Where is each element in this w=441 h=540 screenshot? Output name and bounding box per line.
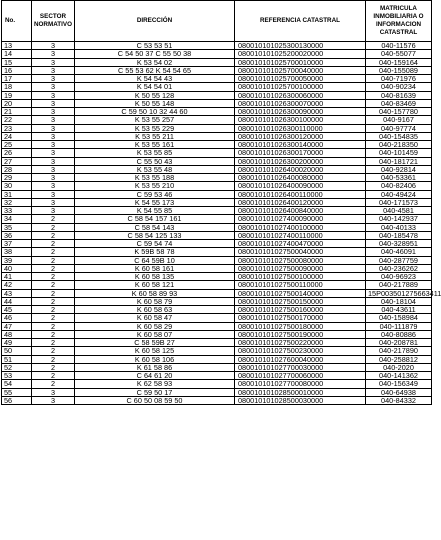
table-row	[2, 198, 432, 206]
row-number: 43	[2, 289, 32, 297]
direccion-cell: C 59 50 10 32 44 60	[75, 108, 235, 116]
direccion-cell: K 53 55 210	[75, 182, 235, 190]
direccion-cell: C 59 53 46	[75, 190, 235, 198]
row-number: 45	[2, 306, 32, 314]
table-row	[2, 372, 432, 380]
referencia-cell: 080010101027500220000	[235, 339, 366, 347]
matricula-cell: 040-217890	[366, 347, 432, 355]
referencia-cell: 080010101027500040000	[235, 248, 366, 256]
row-number: 24	[2, 132, 32, 140]
referencia-cell: 080010101026300170000	[235, 149, 366, 157]
sector-cell: 2	[32, 347, 75, 355]
direccion-cell: C 58 59B 27	[75, 339, 235, 347]
row-number: 30	[2, 182, 32, 190]
sector-cell: 3	[32, 207, 75, 215]
table-row	[2, 190, 432, 198]
table-row	[2, 99, 432, 107]
row-number: 15	[2, 58, 32, 66]
direccion-cell: C 53 53 51	[75, 42, 235, 50]
table-row	[2, 149, 432, 157]
row-number: 36	[2, 231, 32, 239]
direccion-cell: K 60 58 79	[75, 297, 235, 305]
matricula-cell: 040-11576	[366, 42, 432, 50]
row-number: 14	[2, 50, 32, 58]
row-number: 55	[2, 388, 32, 396]
table-row	[2, 363, 432, 371]
direccion-cell: C 54 50 37 C 55 50 38	[75, 50, 235, 58]
sector-cell: 2	[32, 281, 75, 289]
catastral-table	[1, 0, 441, 405]
referencia-cell: 080010101026300060000	[235, 91, 366, 99]
direccion-cell: C 64 59B 10	[75, 256, 235, 264]
row-number: 32	[2, 198, 32, 206]
direccion-cell: C 55 50 43	[75, 157, 235, 165]
matricula-cell: 040-82406	[366, 182, 432, 190]
sector-cell: 2	[32, 248, 75, 256]
row-number: 41	[2, 273, 32, 281]
sector-cell: 3	[32, 396, 75, 404]
table-row	[2, 83, 432, 91]
table-body	[2, 41, 441, 405]
direccion-cell: K 53 55 229	[75, 124, 235, 132]
table-row	[2, 223, 432, 231]
matricula-cell: 040-55077	[366, 50, 432, 58]
sector-cell: 3	[32, 132, 75, 140]
direccion-cell: K 53 55 48	[75, 165, 235, 173]
sector-cell: 2	[32, 314, 75, 322]
sector-cell: 2	[32, 215, 75, 223]
matricula-cell: 040-84332	[366, 396, 432, 404]
sector-cell: 3	[32, 174, 75, 182]
referencia-cell: 080010101025200020000	[235, 50, 366, 58]
referencia-cell: 080010101027500100000	[235, 273, 366, 281]
direccion-cell: K 53 55 257	[75, 116, 235, 124]
row-number: 13	[2, 42, 32, 50]
direccion-cell: K 62 58 93	[75, 380, 235, 388]
sector-cell: 2	[32, 330, 75, 338]
matricula-cell: 040-218350	[366, 141, 432, 149]
referencia-cell: 080010101027500080000	[235, 256, 366, 264]
direccion-cell: K 60 58 47	[75, 314, 235, 322]
sector-cell: 3	[32, 198, 75, 206]
referencia-cell: 080010101025700010000	[235, 58, 366, 66]
referencia-cell: 080010101027400470000	[235, 240, 366, 248]
row-number: 54	[2, 380, 32, 388]
table-row	[2, 231, 432, 239]
row-number: 16	[2, 66, 32, 74]
matricula-cell: 040-141362	[366, 372, 432, 380]
matricula-cell: 040-185478	[366, 231, 432, 239]
direccion-cell: K 54 55 173	[75, 198, 235, 206]
referencia-cell: 080010101027400090000	[235, 215, 366, 223]
matricula-cell: 040-46091	[366, 248, 432, 256]
direccion-cell: K 60 58 29	[75, 322, 235, 330]
table-row	[2, 297, 432, 305]
table-row	[2, 281, 432, 289]
referencia-cell: 080010101026300140000	[235, 141, 366, 149]
sector-cell: 3	[32, 99, 75, 107]
sector-cell: 2	[32, 372, 75, 380]
row-number: 52	[2, 363, 32, 371]
table-row	[2, 157, 432, 165]
row-number: 19	[2, 91, 32, 99]
matricula-cell: 040-157780	[366, 108, 432, 116]
direccion-cell: C 58 54 125 133	[75, 231, 235, 239]
direccion-cell: K 60 58 63	[75, 306, 235, 314]
row-number: 46	[2, 314, 32, 322]
row-number: 40	[2, 264, 32, 272]
sector-cell: 3	[32, 83, 75, 91]
sector-cell: 3	[32, 108, 75, 116]
matricula-cell: 040-155089	[366, 66, 432, 74]
matricula-cell: 040-4581	[366, 207, 432, 215]
table-row	[2, 91, 432, 99]
table-row	[2, 314, 432, 322]
referencia-cell: 080010101027500180000	[235, 322, 366, 330]
direccion-cell: K 60 58 125	[75, 347, 235, 355]
matricula-cell: 040-181721	[366, 157, 432, 165]
referencia-cell: 080010101027700030000	[235, 363, 366, 371]
direccion-cell: K 50 55 128	[75, 91, 235, 99]
sector-cell: 3	[32, 149, 75, 157]
sector-cell: 2	[32, 355, 75, 363]
referencia-cell: 080010101027700060000	[235, 372, 366, 380]
matricula-cell: 040-236262	[366, 264, 432, 272]
direccion-cell: K 53 54 02	[75, 58, 235, 66]
row-number: 53	[2, 372, 32, 380]
sector-cell: 2	[32, 306, 75, 314]
matricula-cell: 040-40133	[366, 223, 432, 231]
table-row	[2, 141, 432, 149]
direccion-cell: K 50 55 148	[75, 99, 235, 107]
row-number: 28	[2, 165, 32, 173]
table-header-row	[2, 1, 432, 42]
referencia-cell: 080010101027500230000	[235, 347, 366, 355]
row-number: 49	[2, 339, 32, 347]
direccion-cell: C 55 53 62 K 54 54 65	[75, 66, 235, 74]
row-number: 25	[2, 141, 32, 149]
row-number: 17	[2, 75, 32, 83]
referencia-cell: 080010101026300120000	[235, 132, 366, 140]
table-row	[2, 174, 432, 182]
referencia-cell: 080010101026400090000	[235, 182, 366, 190]
matricula-cell: 040-97774	[366, 124, 432, 132]
row-number: 29	[2, 174, 32, 182]
table-row	[2, 66, 432, 74]
row-number: 27	[2, 157, 32, 165]
referencia-cell: 080010101027400110000	[235, 231, 366, 239]
table-row	[2, 289, 432, 297]
referencia-cell: 080010101027500160000	[235, 306, 366, 314]
sector-cell: 3	[32, 190, 75, 198]
table-row	[2, 380, 432, 388]
table-row	[2, 58, 432, 66]
table-row	[2, 207, 432, 215]
sector-cell: 2	[32, 256, 75, 264]
direccion-cell: C 58 54 143	[75, 223, 235, 231]
row-number: 22	[2, 116, 32, 124]
sector-cell: 3	[32, 182, 75, 190]
referencia-cell: 080010101026300070000	[235, 99, 366, 107]
header-no: No.	[2, 1, 32, 42]
row-number: 51	[2, 355, 32, 363]
referencia-cell: 080010101026400080000	[235, 174, 366, 182]
matricula-cell: 040-92814	[366, 165, 432, 173]
referencia-cell: 080010101025700100000	[235, 83, 366, 91]
sector-cell: 3	[32, 157, 75, 165]
referencia-cell: 080010101027500150000	[235, 297, 366, 305]
direccion-cell: C 58 54 157 161	[75, 215, 235, 223]
row-number: 47	[2, 322, 32, 330]
referencia-cell: 080010101026400120000	[235, 198, 366, 206]
referencia-cell: 080010101026400110000	[235, 190, 366, 198]
sector-cell: 2	[32, 339, 75, 347]
matricula-cell: 040-258812	[366, 355, 432, 363]
matricula-cell: 040-154835	[366, 132, 432, 140]
matricula-cell: 040-208781	[366, 339, 432, 347]
table-row	[2, 322, 432, 330]
sector-cell: 3	[32, 42, 75, 50]
referencia-cell: 080010101028500030000	[235, 396, 366, 404]
referencia-cell: 080010101027500190000	[235, 330, 366, 338]
matricula-cell: 040-53361	[366, 174, 432, 182]
direccion-cell: K 60 58 121	[75, 281, 235, 289]
header-direccion: DIRECCIÓN	[75, 1, 235, 42]
sector-cell: 2	[32, 231, 75, 239]
matricula-cell: 040-287759	[366, 256, 432, 264]
referencia-cell: 080010101027700080000	[235, 380, 366, 388]
row-number: 38	[2, 248, 32, 256]
matricula-cell: 040-49424	[366, 190, 432, 198]
sector-cell: 2	[32, 322, 75, 330]
row-number: 56	[2, 396, 32, 404]
row-number: 23	[2, 124, 32, 132]
sector-cell: 3	[32, 124, 75, 132]
table-row	[2, 108, 432, 116]
table-row	[2, 248, 432, 256]
direccion-cell: K 60 58 89 93	[75, 289, 235, 297]
row-number: 35	[2, 223, 32, 231]
matricula-cell: 040-111879	[366, 322, 432, 330]
direccion-cell: K 60 58 106	[75, 355, 235, 363]
table-row	[2, 396, 432, 404]
row-number: 42	[2, 281, 32, 289]
sector-cell: 3	[32, 58, 75, 66]
referencia-cell: 080010101027500090000	[235, 264, 366, 272]
direccion-cell: K 54 54 43	[75, 75, 235, 83]
row-number: 44	[2, 297, 32, 305]
referencia-cell: 080010101026300100000	[235, 116, 366, 124]
matricula-cell: 15P003501275663411	[366, 289, 432, 297]
row-number: 20	[2, 99, 32, 107]
table-row	[2, 42, 432, 50]
header-referencia: REFERENCIA CATASTRAL	[235, 1, 366, 42]
table-row	[2, 50, 432, 58]
direccion-cell: C 64 61 20	[75, 372, 235, 380]
matricula-cell: 040-90234	[366, 83, 432, 91]
row-number: 21	[2, 108, 32, 116]
sector-cell: 3	[32, 91, 75, 99]
matricula-cell: 040-96923	[366, 273, 432, 281]
row-number: 34	[2, 215, 32, 223]
sector-cell: 2	[32, 264, 75, 272]
sector-cell: 2	[32, 297, 75, 305]
row-number: 37	[2, 240, 32, 248]
direccion-cell: K 54 54 01	[75, 83, 235, 91]
direccion-cell: K 53 55 161	[75, 141, 235, 149]
matricula-cell: 040-81639	[366, 91, 432, 99]
matricula-cell: 040-9167	[366, 116, 432, 124]
referencia-cell: 080010101028500010000	[235, 388, 366, 396]
referencia-cell: 080010101027500140000	[235, 289, 366, 297]
header-matricula: MATRICULA INMOBILIARIA O INFORMACION CATASTRAL	[366, 1, 432, 42]
direccion-cell: C 59 50 17	[75, 388, 235, 396]
direccion-cell: K 60 58 07	[75, 330, 235, 338]
matricula-cell: 040-71976	[366, 75, 432, 83]
matricula-cell: 040-159164	[366, 58, 432, 66]
row-number: 50	[2, 347, 32, 355]
referencia-cell: 080010101027500110000	[235, 281, 366, 289]
table-row	[2, 273, 432, 281]
matricula-cell: 040-83469	[366, 99, 432, 107]
sector-cell: 2	[32, 223, 75, 231]
direccion-cell: K 54 55 85	[75, 207, 235, 215]
catastral-table-sheet	[1, 0, 441, 405]
sector-cell: 2	[32, 289, 75, 297]
matricula-cell: 040-217889	[366, 281, 432, 289]
matricula-cell: 040-171573	[366, 198, 432, 206]
table-row	[2, 124, 432, 132]
row-number: 31	[2, 190, 32, 198]
sector-cell: 3	[32, 141, 75, 149]
row-number: 39	[2, 256, 32, 264]
table-row	[2, 330, 432, 338]
matricula-cell: 040-328951	[366, 240, 432, 248]
sector-cell: 3	[32, 388, 75, 396]
matricula-cell: 040-2020	[366, 363, 432, 371]
referencia-cell: 080010101025700040000	[235, 66, 366, 74]
table-row	[2, 132, 432, 140]
referencia-cell: 080010101027400100000	[235, 223, 366, 231]
table-row	[2, 347, 432, 355]
matricula-cell: 040-18104	[366, 297, 432, 305]
sector-cell: 3	[32, 165, 75, 173]
referencia-cell: 080010101026400020000	[235, 165, 366, 173]
referencia-cell: 080010101025300130000	[235, 42, 366, 50]
table-row	[2, 116, 432, 124]
direccion-cell: C 60 50 08 59 50	[75, 396, 235, 404]
sector-cell: 2	[32, 273, 75, 281]
row-number: 33	[2, 207, 32, 215]
table-row	[2, 339, 432, 347]
table-row	[2, 165, 432, 173]
row-number: 26	[2, 149, 32, 157]
sector-cell: 2	[32, 380, 75, 388]
referencia-cell: 080010101026300090000	[235, 108, 366, 116]
table-row	[2, 264, 432, 272]
table-row	[2, 256, 432, 264]
matricula-cell: 040-80886	[366, 330, 432, 338]
direccion-cell: K 53 55 188	[75, 174, 235, 182]
direccion-cell: C 59 54 74	[75, 240, 235, 248]
matricula-cell: 040-142937	[366, 215, 432, 223]
table-row	[2, 75, 432, 83]
direccion-cell: K 60 58 161	[75, 264, 235, 272]
direccion-cell: K 53 55 85	[75, 149, 235, 157]
row-number: 48	[2, 330, 32, 338]
direccion-cell: K 59B 58 78	[75, 248, 235, 256]
row-number: 18	[2, 83, 32, 91]
table-row	[2, 355, 432, 363]
table-row	[2, 388, 432, 396]
table-row	[2, 182, 432, 190]
sector-cell: 3	[32, 75, 75, 83]
direccion-cell: K 53 55 211	[75, 132, 235, 140]
referencia-cell: 080010101025700050000	[235, 75, 366, 83]
matricula-cell: 040-64938	[366, 388, 432, 396]
referencia-cell: 080010101027500170000	[235, 314, 366, 322]
table-row	[2, 306, 432, 314]
referencia-cell: 080010101026400840000	[235, 207, 366, 215]
sector-cell: 3	[32, 50, 75, 58]
matricula-cell: 040-158984	[366, 314, 432, 322]
matricula-cell: 040-156349	[366, 380, 432, 388]
matricula-cell: 040-43611	[366, 306, 432, 314]
table-row	[2, 215, 432, 223]
header-sector: SECTOR NORMATIVO	[32, 1, 75, 42]
table-row	[2, 240, 432, 248]
sector-cell: 2	[32, 363, 75, 371]
referencia-cell: 080010101026300110000	[235, 124, 366, 132]
sector-cell: 3	[32, 116, 75, 124]
sector-cell: 3	[32, 66, 75, 74]
sector-cell: 2	[32, 240, 75, 248]
referencia-cell: 080010101027600040000	[235, 355, 366, 363]
matricula-cell: 040-101459	[366, 149, 432, 157]
direccion-cell: K 61 58 86	[75, 363, 235, 371]
direccion-cell: K 60 58 135	[75, 273, 235, 281]
referencia-cell: 080010101026300200000	[235, 157, 366, 165]
